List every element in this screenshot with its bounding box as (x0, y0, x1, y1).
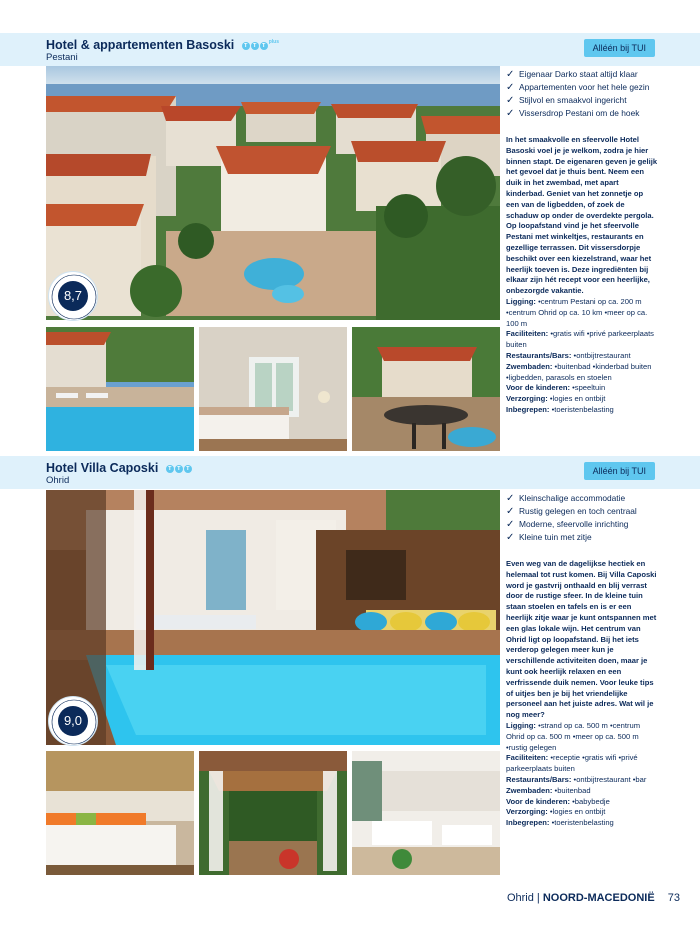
highlight-item: ✓ Eigenaar Darko staat altijd klaar (506, 69, 638, 80)
hotel-2-thumb-room (46, 751, 194, 875)
check-icon: ✓ (506, 493, 515, 504)
fact-row: Restaurants/Bars: •ontbijtrestaurant (506, 350, 631, 360)
hotel-1-facts (506, 297, 658, 416)
highlight-item: ✓ Vissersdrop Pestani om de hoek (506, 108, 640, 119)
hotel-1-score-value: 8,7 (58, 281, 88, 311)
fact-row: Verzorging: •logies en ontbijt (506, 807, 606, 817)
page-footer (507, 892, 680, 904)
footer-city: Ohrid (506, 892, 534, 904)
check-icon: ✓ (506, 82, 515, 93)
check-icon: ✓ (506, 519, 515, 530)
hotel-1-thumb-room (199, 327, 347, 451)
fact-row: Ligging: •strand op ca. 500 m •centrum Ohrid op ca. 500 m •meer op ca. 500 m •rustig gelegen (506, 720, 641, 752)
hotel-2-exclusive-badge[interactable]: Alléén bij TUI (584, 462, 655, 480)
check-icon: ✓ (506, 532, 515, 543)
hotel-1-title: Hotel & appartementen Basoski T T T $^{plus}$ (46, 38, 280, 52)
fact-row: Ligging: •centrum Pestani op ca. 200 m •centrum Ohrid op ca. 10 km •meer op ca. 100 m (506, 296, 648, 328)
fact-row: Faciliteiten: •receptie •gratis wifi •privé parkeerplaats buiten (506, 753, 638, 774)
hotel-2-header (0, 456, 700, 489)
highlight-item: ✓ Kleine tuin met zitje (506, 532, 592, 543)
hotel-1-location: Pestani (46, 52, 78, 63)
rating-plus: plus (268, 39, 280, 45)
check-icon: ✓ (506, 95, 515, 106)
page-number: 73 (667, 892, 680, 904)
rating-dot: T (260, 42, 268, 50)
rating-dot: T (175, 465, 183, 473)
check-icon: ✓ (506, 69, 515, 80)
fact-row: Zwembaden: •buitenbad •kinderbad buiten •ligbedden, parasols en stoelen (506, 361, 652, 382)
rating-dot: T (184, 465, 192, 473)
highlight-item: ✓ Stijlvol en smaakvol ingericht (506, 95, 627, 106)
rating-dot: T (251, 42, 259, 50)
hotel-2-info (506, 492, 658, 829)
hotel-2-score-badge (48, 696, 98, 746)
fact-row: Voor de kinderen: •speeltuin (506, 383, 606, 393)
rating-dot: T (242, 42, 250, 50)
fact-row: Inbegrepen: •toeristenbelasting (506, 818, 614, 828)
hotel-2-description: Even weg van de dagelijkse hectiek en helemaal tot rust komen. Bij Villa Caposki word je gastvrij onthaald en blij verrast door de rustige sfeer. In de kleine tuin staan stoelen en tafels en is er een heerlijk zitje waar je kunt ontspannen met een glas lokale wijn. Het centrum van Ohrid ligt op loopafstand. Bij het iets verderop gelegen meer kun je verschillende activiteiten doen, maar je kunt ook heerlijk relaxen en een verfrissende duik nemen. Voor leuke tips of uitjes ben je bij het vriendelijke personeel aan het juiste adres. Wat wil je nog meer? (506, 559, 657, 720)
hotel-1-description: In het smaakvolle en sfeervolle Hotel Basoski voel je je welkom, zodra je hier binnen stapt. De eigenaren geven je gelijk het gevoel dat je thuis bent. Neem een duik in het zwembad, met apart kinderbad. Geniet van het zonnetje op een van de ligbedden, of zoek de schaduw op onder de overdekte pergola. Op loopafstand vind je het sfeervolle Pestani met winkeltjes, restaurants en gezellige terrassen. Dit vissersdorpje beschikt over een kiezelstrand, waar het heerlijk toeven is. Deze ingrediënten bij elkaar zijn hét recept voor een heerlijke, onbezorgde vakantie. (506, 135, 658, 296)
hotel-2-rating (166, 465, 192, 473)
highlight-item: ✓ Rustig gelegen en toch centraal (506, 506, 637, 517)
hotel-1-main-photo (46, 66, 500, 320)
fact-row: Verzorging: •logies en ontbijt (506, 394, 606, 404)
hotel-2-main-photo (46, 490, 500, 745)
hotel-1-info (506, 68, 658, 416)
hotel-2-title: Hotel Villa Caposki T T T (46, 461, 192, 475)
hotel-2-facts (506, 721, 658, 829)
hotel-2-score-value: 9,0 (58, 706, 88, 736)
fact-row: Voor de kinderen: •babybedje (506, 796, 610, 806)
hotel-1-thumb-pool (46, 327, 194, 451)
hotel-1-exclusive-badge[interactable]: Alléén bij TUI (584, 39, 655, 57)
fact-row: Faciliteiten: •gratis wifi •privé parkeerplaats buiten (506, 329, 654, 350)
rating-dot: T (166, 465, 174, 473)
check-icon: ✓ (506, 506, 515, 517)
footer-country: NOORD-MACEDONIË (542, 892, 655, 904)
hotel-2-location: Ohrid (46, 475, 70, 486)
fact-row: Restaurants/Bars: •ontbijtrestaurant •bar (506, 774, 647, 784)
fact-row: Zwembaden: •buitenbad (506, 785, 591, 795)
hotel-1-rating (242, 42, 268, 50)
footer-separator: | (536, 892, 540, 904)
hotel-2-thumb-garden (199, 751, 347, 875)
hotel-1-thumb-pergola (352, 327, 500, 451)
highlight-item: ✓ Kleinschalige accommodatie (506, 493, 626, 504)
hotel-2-thumb-breakfast (352, 751, 500, 875)
hotel-1-score-badge (48, 271, 98, 321)
highlight-item: ✓ Appartementen voor het hele gezin (506, 82, 650, 93)
check-icon: ✓ (506, 108, 515, 119)
highlight-item: ✓ Moderne, sfeervolle inrichting (506, 519, 629, 530)
hotel-1-header (0, 33, 700, 66)
fact-row: Inbegrepen: •toeristenbelasting (506, 404, 614, 414)
